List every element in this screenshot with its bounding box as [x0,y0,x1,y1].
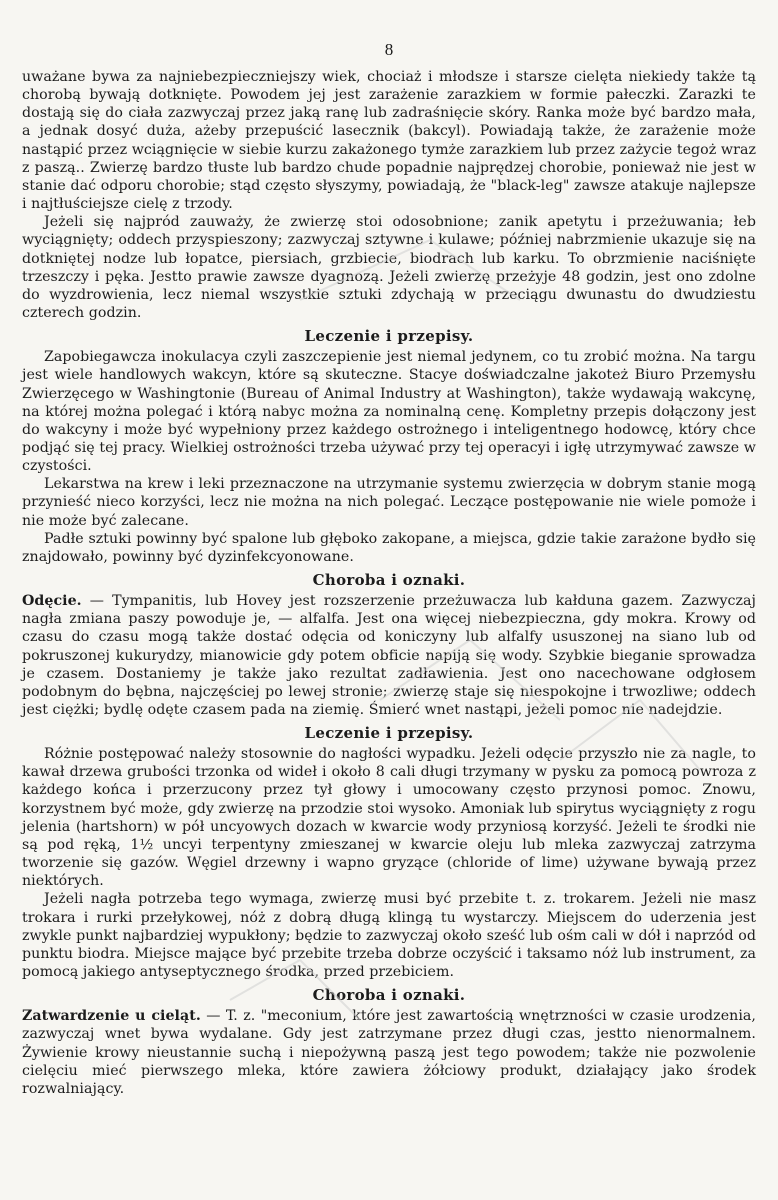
constipation-description: — T. z. "meconium, które jest zawartością wnętrzności w czasie urodzenia, zazwyczaj wnet bywa wydalane. Gdy jest zatrzymane przez długi czas, jestto nienormalnem. Żywienie krowy nieustannie suchą i niepożywną paszą jest tego powodem; także nie pozwolenie cielęciu mieć pierwszego mleka, które zawiera żółciowy produkt, działający jako środek rozwalniający. [22,1008,756,1097]
constipation-lead-term: Zatwardzenie u cieląt. [22,1008,201,1025]
bloat-description: — Tympanitis, lub Hovey jest rozszerzenie przeżuwacza lub kałduna gazem. Zazwyczaj nagła zmiana paszy powoduje je, — alfalfa. Jest ona więcej niebezpieczna, gdy mokra. Krowy od czasu do czasu mogą także dostać odęcia od koniczyny lub alfalfy ususzonej na siano lub od pokruszonej kukurydzy, mianowicie gdy potem obficie napiją się wody. Szybkie bieganie sprowadza je czasem. Dostaniemy je także jako rezultat zadławienia. Jest ono nacechowane odgłosem podobnym do bębna, najczęściej po lewej stronie; zwierzę staje się niespokojne i trwozliwe; oddech jest ciężki; bydlę odęte czasem pada na ziemię. Śmierć wnet nastąpi, jeżeli pomoc nie nadejdzie. [22,593,756,718]
paragraph-treatment-1b: Lekarstwa na krew i leki przeznaczone na utrzymanie systemu zwierzęcia w dobrym stanie mogą przynieść nieco korzyści, lecz nie można na nich polegać. Leczące postępowanie nie wiele pomoże i nie może być zalecane. [22,476,756,529]
paragraph-constipation [22,1007,756,1098]
page-number: 8 [384,40,394,59]
section-heading-disease-1: Choroba i oznaki. [312,571,466,590]
document-page [22,40,756,1098]
paragraph-intro-1: uważane bywa za najniebezpieczniejszy wiek, chociaż i młodsze i starsze cielęta niekiedy także tą chorobą bywają dotknięte. Powodem jej jest zarażenie zarazkiem w formie pałeczki. Zarazki te dostają się do ciała zazwyczaj przez jaką ranę lub zadraśnięcie skóry. Ranka może być bardzo mała, a jednak dosyć duża, ażeby przepuścić lasecznik (bakcyl). Powiadają także, że zarażenie może nastąpić przez wciągnięcie w siebie kurzu zakażonego tymże zarazkiem lub przez zażycie tegoż wraz z paszą.. Zwierzę bardzo tłuste lub bardzo chude popadnie najprędzej chorobie, ponieważ nie jest w stanie dać odporu chorobie; stąd często słyszymy, powiadają, że "black-leg" zawsze atakuje najlepsze i najtłuściejsze cielę z trzody. [22,69,756,213]
paragraph-treatment-2a: Różnie postępować należy stosownie do nagłości wypadku. Jeżeli odęcie przyszło nie za nagle, to kawał drzewa grubości trzonka od wideł i około 8 cali długi trzymany w pysku za pomocą powroza z każdego końca i przerzucony przez tył głowy i umocowany często przynosi pomoc. Znowu, korzystnem być może, gdy zwierzę na przodzie stoi wysoko. Amoniak lub spirytus wyciągnięty z rogu jelenia (hartshorn) w pół uncyowych dozach w kwarcie wody przyniosą korzyść. Jeżeli te środki nie są pod ręką, 1½ uncyi terpentyny zmieszanej w kwarcie oleju lub mleka zazwyczaj zatrzyma tworzenie się gazów. Węgiel drzewny i wapno gryzące (chloride of lime) używane bywają przez niektórych. [22,746,756,890]
section-heading-disease-2: Choroba i oznaki. [312,986,466,1005]
paragraph-treatment-1c: Padłe sztuki powinny być spalone lub głęboko zakopane, a miejsca, gdzie takie zarażone bydło się znajdowało, powinny być dyzinfekcyonowane. [22,530,756,565]
bloat-lead-term: Odęcie. [22,593,82,610]
paragraph-treatment-2b: Jeżeli nagła potrzeba tego wymaga, zwierzę musi być przebite t. z. trokarem. Jeżeli nie masz trokara i rurki przełykowej, nóż z dobrą długą klingą tu wystarczy. Miejscem do uderzenia jest zwykle punkt najbardziej wypukłony; będzie to zazwyczaj około sześć lub ośm cali w dół i naprzód od punktu biodra. Miejsce mające być przebite trzeba dobrze oczyścić i taksamo nóż lub instrument, za pomocą jakiego antyseptycznego środka, przed przebiciem. [22,891,756,981]
section-heading-treatment-1: Leczenie i przepisy. [304,327,474,346]
paragraph-intro-2: Jeżeli się najpród zauważy, że zwierzę stoi odosobnione; zanik apetytu i przeżuwania; łeb wyciągnięty; oddech przyspieszony; zazwyczaj sztywne i kulawe; później nabrzmienie ukazuje się na dotkniętej nodze lub łopatce, piersiach, grzbiecie, biodrach lub karku. To obrzmienie naciśnięte trzeszczy i pęka. Jestto prawie zawsze dyagnozą. Jeżeli zwierzę przeżyje 48 godzin, jest ono zdolne do wyzdrowienia, lecz niemal wszystkie sztuki zdychają w przeciągu dwunastu do dwudziestu czterech godzin. [22,214,756,322]
paragraph-treatment-1a: Zapobiegawcza inokulacya czyli zaszczepienie jest niemal jedynem, co tu zrobić można. Na targu jest wiele handlowych wakcyn, które są skuteczne. Stacye doświadczalne jakoteż Biuro Przemysłu Zwierzęcego w Washingtonie (Bureau of Animal Industry at Washington), także wydawają wakcynę, na której można polegać i którą nabyc można za nominalną cenę. Kompletny przepis dołączony jest do wakcyny i może być wypełniony przez każdego ostrożnego i inteligentnego hodowcę, który chce podjąć się tej pracy. Wielkiej ostrożności trzeba używać przy tej operacyi i igłę utrzymywać zawsze w czystości. [22,349,756,475]
section-heading-treatment-2: Leczenie i przepisy. [304,724,474,743]
paragraph-bloat [22,592,756,719]
